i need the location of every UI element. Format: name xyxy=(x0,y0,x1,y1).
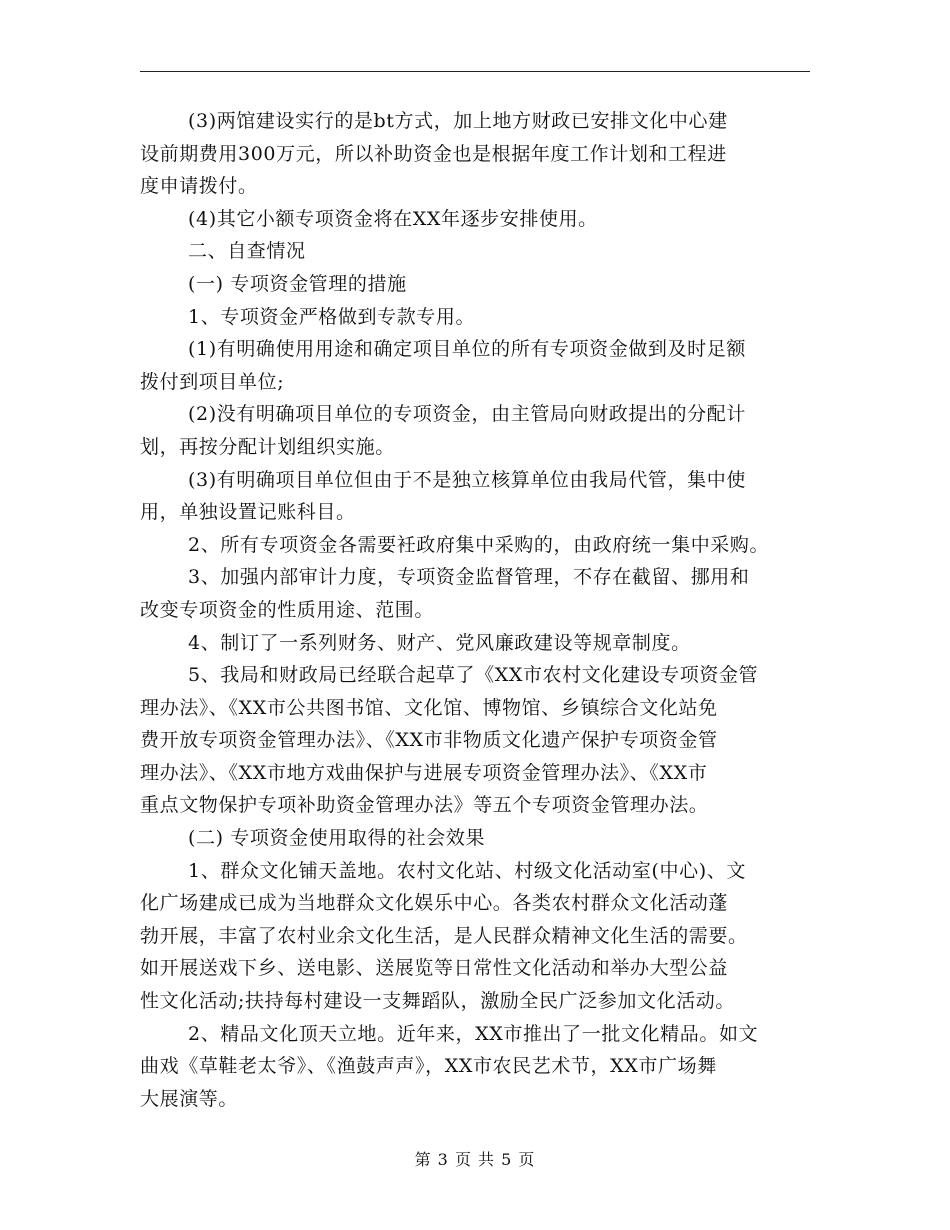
text-line: 改变专项资金的性质用途、范围。 xyxy=(140,598,435,621)
text-line: (2)没有明确项目单位的专项资金，由主管局向财政提出的分配计 xyxy=(188,403,746,426)
text-line: 重点文物保护专项补助资金管理办法》等五个专项资金管理办法。 xyxy=(140,794,709,817)
text-line: 1、专项资金严格做到专款专用。 xyxy=(188,305,476,328)
text-line: (3)两馆建设实行的是bt方式，加上地方财政已安排文化中心建 xyxy=(188,110,728,132)
text-line: 理办法》、《XX市地方戏曲保护与进展专项资金管理办法》、《XX市 xyxy=(140,761,708,784)
text-line: 曲戏《草鞋老太爷》、《渔鼓声声》，XX市农民艺术节，XX市广场舞 xyxy=(140,1055,717,1078)
text-line: 理办法》、《XX市公共图书馆、文化馆、博物馆、乡镇综合文化站免 xyxy=(140,696,718,719)
text-line: (4)其它小额专项资金将在XX年逐步安排使用。 xyxy=(188,207,598,230)
text-line: (二) 专项资金使用取得的社会效果 xyxy=(188,827,486,850)
text-line: 划，再按分配计划组织实施。 xyxy=(140,435,395,458)
text-line: 大展演等。 xyxy=(140,1087,239,1110)
text-line: 二、自查情况 xyxy=(188,240,306,263)
text-line: (一) 专项资金管理的措施 xyxy=(188,272,407,295)
text-line: 4、制订了一系列财务、财产、党风廉政建设等规章制度。 xyxy=(188,631,691,654)
text-line: 2、所有专项资金各需要衽政府集中采购的，由政府统一集中采购。 xyxy=(188,533,770,556)
text-line: 设前期费用300万元，所以补助资金也是根据年度工作计划和工程进 xyxy=(140,142,727,165)
text-line: 2、精品文化顶天立地。近年来，XX市推出了一批文化精品。如文 xyxy=(188,1022,759,1045)
text-line: 费开放专项资金管理办法》、《XX市非物质文化遗产保护专项资金管 xyxy=(140,729,718,752)
text-line: 化广场建成已成为当地群众文化娱乐中心。各类农村群众文化活动蓬 xyxy=(140,892,729,915)
text-line: 5、我局和财政局已经联合起草了《XX市农村文化建设专项资金管 xyxy=(188,664,759,687)
text-line: 勃开展，丰富了农村业余文化生活，是人民群众精神文化生活的需要。 xyxy=(140,924,748,947)
text-line: 用，单独设置记账科目。 xyxy=(140,501,356,524)
text-line: 度申请拨付。 xyxy=(140,175,258,198)
text-line: 如开展送戏下乡、送电影、送展览等日常性文化活动和举办大型公益 xyxy=(140,957,729,980)
document-body xyxy=(140,105,810,1115)
text-line: 性文化活动;扶持每村建设一支舞蹈队，激励全民广泛参加文化活动。 xyxy=(140,990,736,1013)
text-line: 3、加强内部审计力度，专项资金监督管理，不存在截留、挪用和 xyxy=(188,566,750,589)
text-line: 拨付到项目单位; xyxy=(140,370,285,393)
header-rule xyxy=(140,71,810,72)
text-line: (3)有明确项目单位但由于不是独立核算单位由我局代管，集中使 xyxy=(188,468,746,491)
page-footer: 第 3 页 共 5 页 xyxy=(414,1150,536,1169)
text-line: 1、群众文化铺天盖地。农村文化站、村级文化活动室(中心)、文 xyxy=(188,859,746,882)
text-line: (1)有明确使用用途和确定项目单位的所有专项资金做到及时足额 xyxy=(188,338,746,361)
